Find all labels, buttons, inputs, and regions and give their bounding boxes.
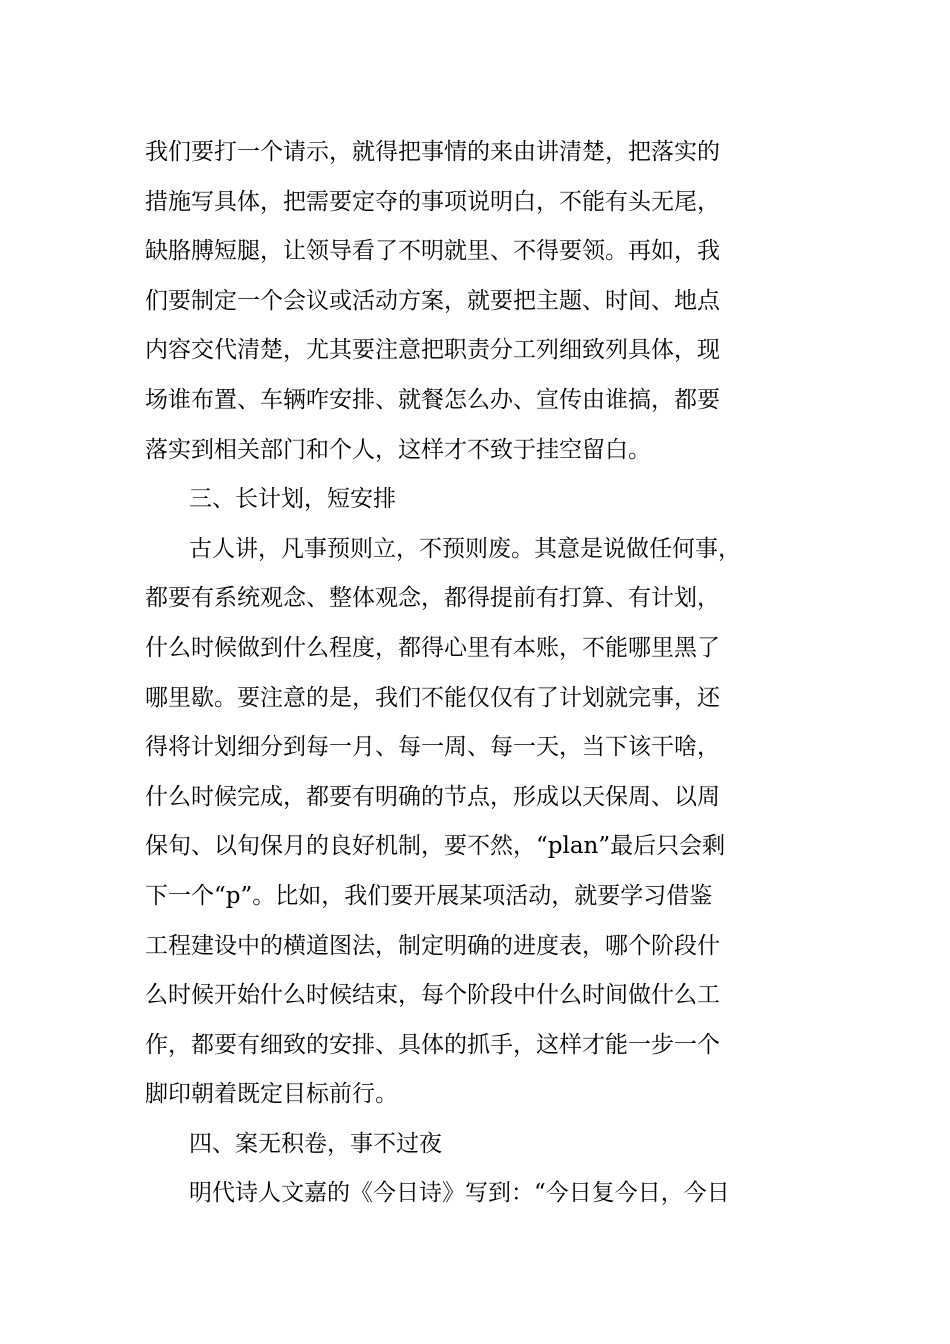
text-line: 得将计划细分到每一月、每一周、每一天，当下该干啥， — [145, 734, 720, 761]
text-line: 内容交代清楚，尤其要注意把职责分工列细致列具体，现 — [145, 337, 720, 364]
text-line: 什么时候完成，都要有明确的节点，形成以天保周、以周 — [145, 783, 720, 810]
text-line: 落实到相关部门和个人，这样才不致于挂空留白。 — [145, 436, 651, 463]
text-line: 下一个“p”。比如，我们要开展某项活动，就要学习借鉴 — [145, 882, 713, 909]
text-line: 哪里歇。要注意的是，我们不能仅仅有了计划就完事，还 — [145, 684, 720, 711]
section-heading: 四、案无积卷，事不过夜 — [189, 1130, 442, 1157]
text-line: 作，都要有细致的安排、具体的抓手，这样才能一步一个 — [145, 1031, 720, 1058]
document-body — [145, 128, 815, 1219]
text-line: 们要制定一个会议或活动方案，就要把主题、时间、地点 — [145, 287, 720, 314]
text-line: 么时候开始什么时候结束，每个阶段中什么时间做什么工 — [145, 982, 720, 1009]
text-line: 措施写具体，把需要定夺的事项说明白，不能有头无尾， — [145, 188, 720, 215]
text-line: 缺胳膊短腿，让领导看了不明就里、不得要领。再如，我 — [145, 238, 720, 265]
paragraph-first-line: 古人讲，凡事预则立，不预则废。其意是说做任何事， — [189, 535, 741, 562]
paragraph-first-line: 明代诗人文嘉的《今日诗》写到：“今日复今日，今日 — [189, 1180, 730, 1207]
text-line: 工程建设中的横道图法，制定明确的进度表，哪个阶段什 — [145, 932, 720, 959]
text-line: 我们要打一个请示，就得把事情的来由讲清楚，把落实的 — [145, 139, 720, 165]
text-line: 场谁布置、车辆咋安排、就餐怎么办、宣传由谁搞，都要 — [145, 386, 720, 413]
text-line: 都要有系统观念、整体观念，都得提前有打算、有计划， — [145, 585, 720, 612]
text-line: 什么时候做到什么程度，都得心里有本账，不能哪里黑了 — [145, 634, 720, 661]
text-line: 脚印朝着既定目标前行。 — [145, 1081, 398, 1108]
section-heading: 三、长计划，短安排 — [189, 486, 396, 513]
text-line: 保旬、以旬保月的良好机制，要不然，“plan”最后只会剩 — [145, 833, 726, 860]
